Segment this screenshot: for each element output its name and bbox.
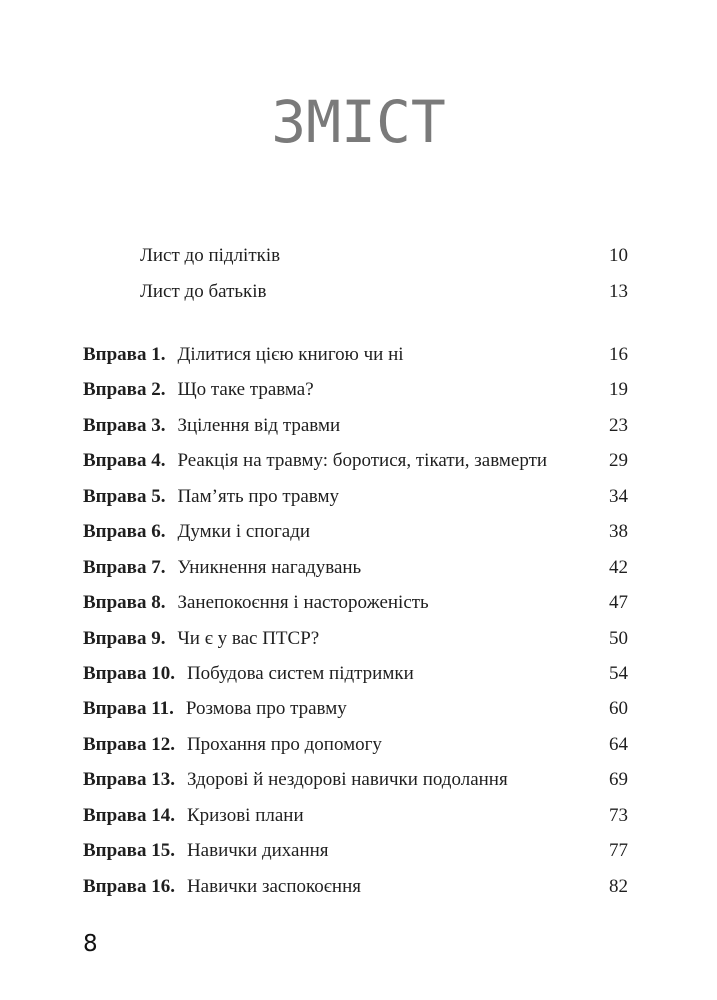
exercise-title: Думки і спогади <box>177 522 311 543</box>
toc-entry-page-number: 10 <box>609 245 628 266</box>
exercise-title: Реакція на травму: боротися, тікати, завмерти <box>177 451 548 472</box>
exercise-label: Вправа 4. <box>83 450 166 472</box>
exercise-page-number: 73 <box>609 804 628 826</box>
exercise-page-number: 64 <box>609 733 628 755</box>
exercise-title: Навички дихання <box>186 841 329 862</box>
exercise-title: Кризові плани <box>186 805 304 826</box>
exercise-label: Вправа 7. <box>83 556 166 578</box>
exercise-page-number: 47 <box>609 592 628 614</box>
folio-page-number: 8 <box>83 931 98 957</box>
toc-entry <box>140 246 628 282</box>
exercise-page-number: 34 <box>609 485 628 507</box>
exercise-title: Зцілення від травми <box>177 415 341 436</box>
exercise-label: Вправа 10. <box>83 662 175 684</box>
exercise-row <box>83 451 628 486</box>
exercise-label: Вправа 14. <box>83 804 175 826</box>
toc-entry-page-number: 13 <box>609 280 628 302</box>
exercise-row <box>83 345 628 380</box>
exercise-label: Вправа 2. <box>83 379 166 401</box>
front-matter-list <box>140 246 628 318</box>
exercise-row <box>83 629 628 664</box>
exercise-title: Ділитися цією книгою чи ні <box>177 345 404 365</box>
toc-entry-title: Лист до батьків <box>140 280 267 302</box>
exercise-row <box>83 416 628 451</box>
exercise-label: Вправа 6. <box>83 521 166 543</box>
exercise-row <box>83 522 628 557</box>
exercise-title: Побудова систем підтримки <box>186 663 414 684</box>
exercise-title: Прохання про допомогу <box>186 734 382 755</box>
exercise-page-number: 82 <box>609 875 628 897</box>
exercise-page-number: 19 <box>609 379 628 401</box>
exercise-label: Вправа 12. <box>83 733 175 755</box>
exercise-title: Розмова про травму <box>185 699 347 720</box>
exercise-page-number: 50 <box>609 627 628 649</box>
exercise-title: Пам’ять про травму <box>177 486 339 507</box>
exercise-row <box>83 593 628 628</box>
exercise-title: Уникнення нагадувань <box>177 557 362 578</box>
exercise-title: Навички заспокоєння <box>186 876 361 897</box>
exercise-page-number: 16 <box>609 344 628 365</box>
exercise-row <box>83 699 628 734</box>
exercise-page-number: 77 <box>609 840 628 862</box>
exercise-page-number: 54 <box>609 662 628 684</box>
exercise-label: Вправа 1. <box>83 344 166 365</box>
exercise-row <box>83 841 628 876</box>
exercise-title: Що таке травма? <box>177 380 314 401</box>
exercise-label: Вправа 11. <box>83 698 174 720</box>
toc-entry-title: Лист до підлітків <box>140 245 281 266</box>
exercise-row <box>83 877 628 912</box>
exercise-list <box>83 345 628 912</box>
exercise-page-number: 38 <box>609 521 628 543</box>
toc-entry <box>140 282 628 318</box>
exercise-page-number: 60 <box>609 698 628 720</box>
exercise-label: Вправа 13. <box>83 769 175 791</box>
exercise-label: Вправа 3. <box>83 414 166 436</box>
exercise-title: Здорові й нездорові навички подолання <box>186 770 508 791</box>
exercise-row <box>83 380 628 415</box>
exercise-title: Занепокоєння і настороженість <box>177 593 429 613</box>
exercise-row <box>83 735 628 770</box>
exercise-label: Вправа 16. <box>83 875 175 897</box>
exercise-row <box>83 487 628 522</box>
exercise-label: Вправа 8. <box>83 592 166 614</box>
exercise-row <box>83 806 628 841</box>
exercise-page-number: 23 <box>609 414 628 436</box>
exercise-row <box>83 664 628 699</box>
exercise-label: Вправа 5. <box>83 485 166 507</box>
exercise-label: Вправа 15. <box>83 840 175 862</box>
exercise-title: Чи є у вас ПТСР? <box>177 628 320 649</box>
exercise-page-number: 29 <box>609 450 628 472</box>
page-title: ЗМІСТ <box>271 88 446 156</box>
exercise-label: Вправа 9. <box>83 627 166 649</box>
exercise-row <box>83 558 628 593</box>
exercise-row <box>83 770 628 805</box>
exercise-page-number: 42 <box>609 556 628 578</box>
exercise-page-number: 69 <box>609 769 628 791</box>
